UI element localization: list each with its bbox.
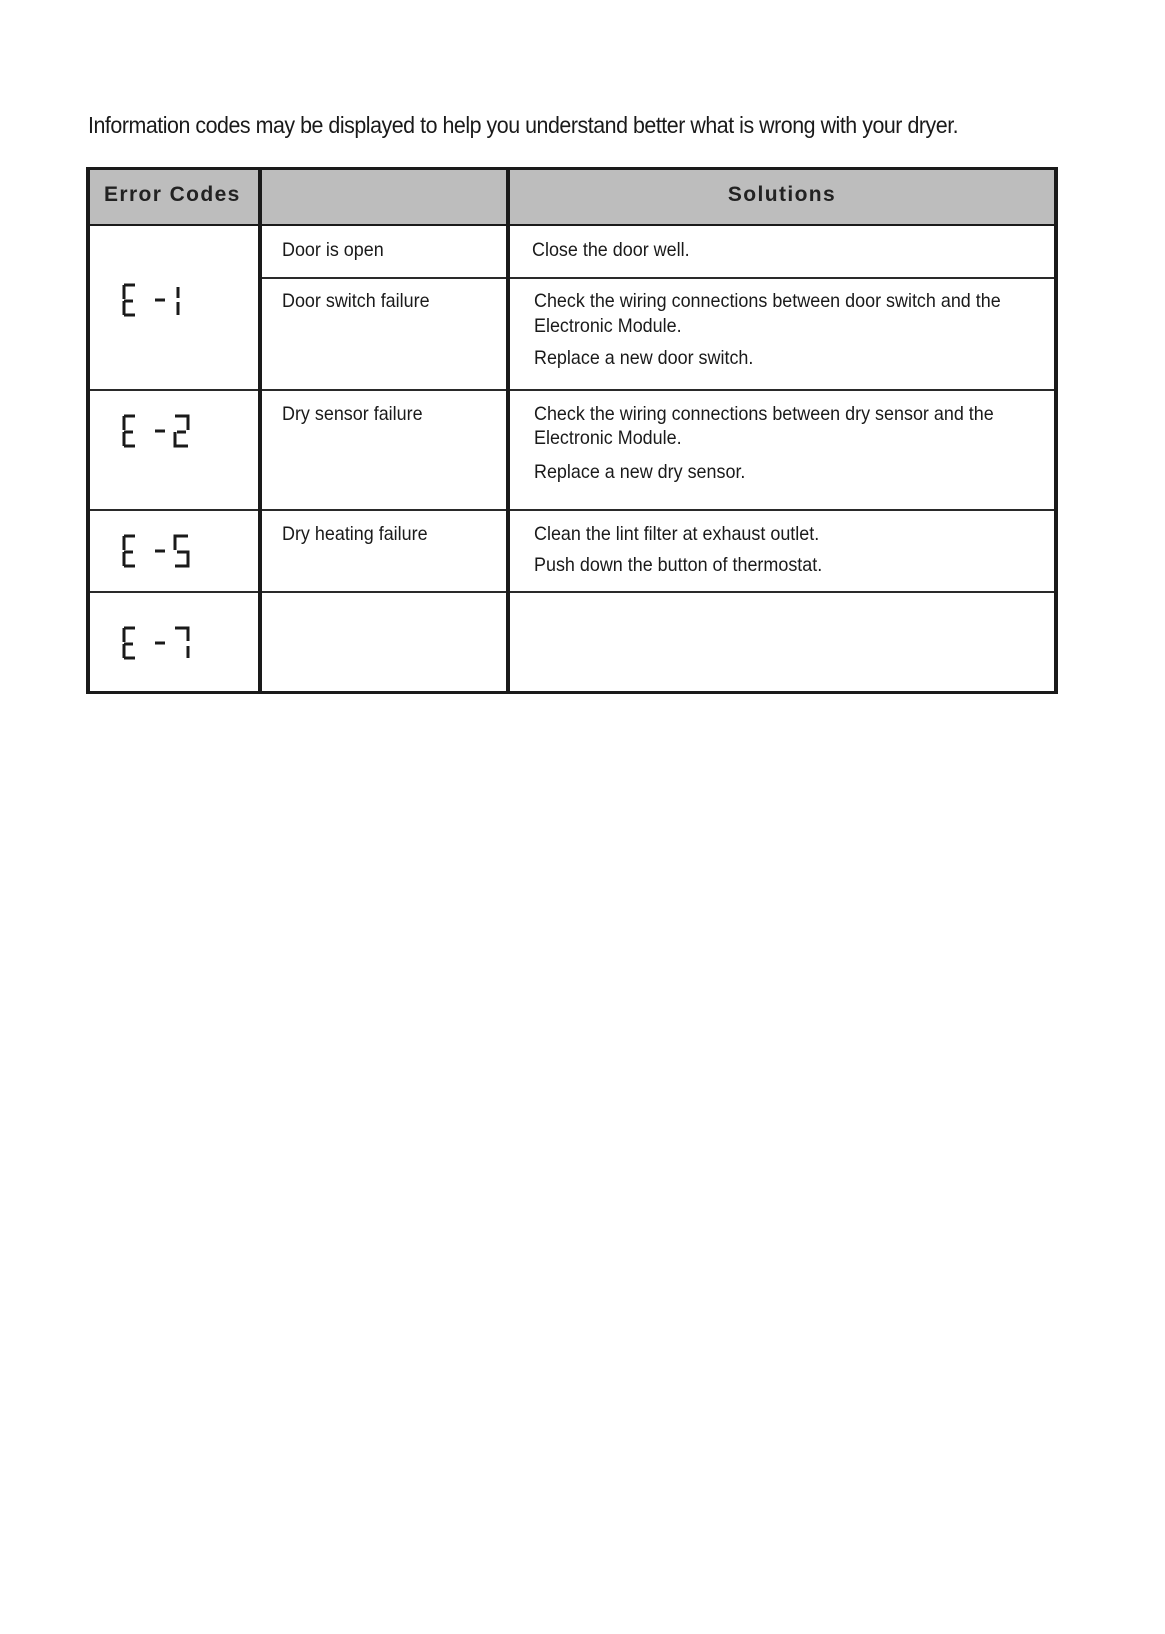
error-code-cell [90, 593, 258, 691]
solution-text: Close the door well. [532, 239, 690, 261]
solution-text: Check the wiring connections between dry sensor and the [534, 403, 994, 425]
error-code-cell [90, 391, 258, 509]
error-code-cell [90, 511, 258, 591]
solution-text: Electronic Module. [534, 427, 682, 449]
seven-segment-code-e5 [122, 533, 202, 569]
solution-text: Replace a new dry sensor. [534, 461, 746, 483]
solution-text: Push down the button of thermostat. [534, 554, 823, 576]
table-top-border [86, 167, 1058, 170]
solution-text: Replace a new door switch. [534, 347, 754, 369]
header-solutions: Solutions [727, 183, 837, 206]
solution-text: Clean the lint filter at exhaust outlet. [534, 523, 820, 545]
seven-segment-code-e7 [122, 625, 202, 661]
seven-segment-code-e2 [122, 413, 202, 449]
segment-e-icon [124, 536, 135, 566]
error-codes-table [86, 167, 1058, 694]
column-divider [258, 167, 262, 694]
table-bottom-border [86, 691, 1058, 694]
cause-text: Door is open [282, 239, 384, 261]
segment-digit-5-icon [175, 536, 188, 566]
row-divider [262, 277, 1058, 279]
table-right-border [1054, 167, 1058, 694]
segment-digit-2-icon [175, 416, 188, 446]
segment-e-icon [124, 416, 135, 446]
segment-e-icon [124, 285, 135, 315]
segment-e-icon [124, 628, 135, 658]
segment-digit-7-icon [175, 628, 188, 658]
cause-text: Dry heating failure [282, 523, 428, 545]
solution-text: Electronic Module. [534, 315, 682, 337]
error-code-cell [90, 226, 258, 389]
column-divider [506, 167, 510, 694]
header-error-codes: Error Codes [104, 183, 241, 206]
cause-text: Dry sensor failure [282, 403, 423, 425]
seven-segment-code-e1 [122, 282, 202, 318]
solution-text: Check the wiring connections between door switch and the [534, 290, 1001, 312]
cause-text: Door switch failure [282, 290, 430, 312]
intro-text: Information codes may be displayed to help you understand better what is wrong with your dryer. [88, 112, 959, 138]
header-cell-cause [262, 167, 506, 224]
